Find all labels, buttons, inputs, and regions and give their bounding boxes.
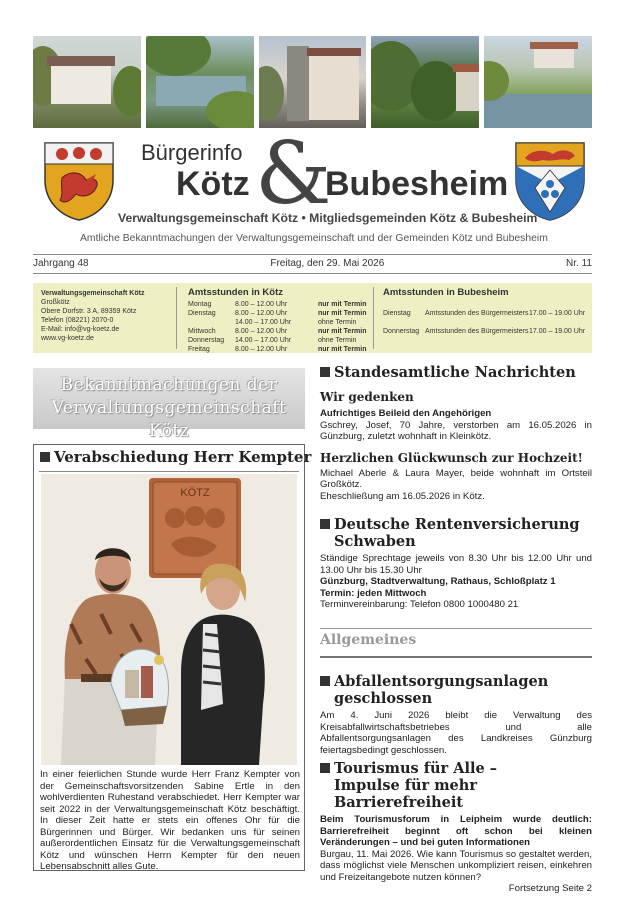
tourismus-heading-text: Tourismus für Alle – — [334, 760, 498, 777]
contact-line: Obere Dorfstr. 3 A, 89359 Kötz — [41, 308, 137, 315]
band-divider — [176, 287, 177, 349]
section-abfall — [320, 673, 592, 756]
photo-castle — [33, 36, 141, 128]
rente-heading-text: Deutsche Rentenversicherung — [334, 516, 580, 533]
rente-text: Ständige Sprechtage jeweils von 8.30 Uhr bis 12.00 Uhr und 13.00 Uhr bis 15.30 Uhr — [320, 553, 592, 576]
square-bullet-icon — [40, 452, 50, 462]
hours-koetz — [188, 288, 388, 354]
hours-time: 8.00 – 12.00 Uhr — [235, 328, 288, 335]
issue-volume: Jahrgang 48 — [33, 258, 89, 269]
hours-row — [188, 327, 388, 336]
hours-koetz-heading: Amtsstunden in Kötz — [188, 287, 283, 298]
banner-line: Verwaltungsgemeinschaft Kötz — [51, 398, 287, 441]
continued-link[interactable]: Fortsetzung Seite 2 — [508, 883, 592, 894]
section-rente — [320, 516, 592, 611]
issue-info — [33, 258, 592, 269]
koetz-coat-of-arms-icon — [42, 140, 116, 222]
header-photo-strip — [33, 36, 592, 128]
contact-line: E-Mail: info@vg-koetz.de — [41, 326, 120, 333]
issue-number: Nr. 11 — [566, 258, 592, 269]
hours-row — [188, 318, 388, 327]
hours-note: ohne Termin — [318, 319, 357, 326]
hours-time: 17.00 – 19.00 Uhr — [529, 328, 586, 335]
farewell-photo-illustration — [41, 474, 297, 765]
abfall-heading-line2: geschlossen — [334, 690, 433, 707]
hours-time: 14.00 – 17.00 Uhr — [235, 337, 292, 344]
square-bullet-icon — [320, 519, 330, 529]
hours-day: Freitag — [188, 346, 210, 353]
bubesheim-coat-of-arms-icon — [513, 140, 587, 222]
standesamt-sub2-text: Eheschließung am 16.05.2026 in Kötz. — [320, 490, 485, 502]
photo-pond — [146, 36, 254, 128]
hours-day: Donnerstag — [383, 328, 420, 335]
hours-row — [188, 309, 388, 318]
hours-row — [383, 309, 593, 318]
photo-chapel — [371, 36, 479, 128]
hours-what: Amtsstunden des Bürgermeisters — [425, 328, 529, 335]
hours-row — [188, 336, 388, 345]
photo-town-hall — [259, 36, 367, 128]
masthead-tagline: Amtliche Bekanntmachungen der Verwaltungsgemeinschaft und der Gemeinden Kötz und Bubesheim — [80, 233, 548, 244]
hours-note: nur mit Termin — [318, 301, 367, 308]
article-verabschiedung — [33, 444, 312, 872]
issue-rule-bottom — [33, 273, 592, 274]
square-bullet-icon — [320, 676, 330, 686]
hours-time: 8.00 – 12.00 Uhr — [235, 310, 288, 317]
contact-name: Verwaltungsgemeinschaft Kötz — [41, 290, 145, 297]
rente-heading — [320, 516, 592, 533]
hours-row — [383, 327, 593, 336]
rente-appointment: Termin: jeden Mittwoch — [320, 587, 427, 599]
office-hours-band — [33, 283, 592, 353]
standesamt-sub1: Wir gedenken — [320, 390, 414, 404]
masthead-subtitle: Verwaltungsgemeinschaft Kötz • Mitgliedsgemeinden Kötz & Bubesheim — [118, 211, 538, 225]
hours-row — [188, 300, 388, 309]
section-banner-verwaltung — [33, 368, 305, 441]
tourismus-heading — [320, 760, 592, 777]
masthead-ampersand: & — [255, 124, 332, 224]
section-heading-allgemeines: Allgemeines — [320, 632, 417, 648]
rente-phone: Terminvereinbarung: Telefon 0800 1000480 21 — [320, 599, 519, 610]
masthead-small-title: Bürgerinfo — [141, 140, 243, 165]
hours-day: Montag — [188, 301, 212, 308]
standesamt-sub2: Herzlichen Glückwunsch zur Hochzeit! — [320, 450, 583, 465]
hours-bubesheim-heading: Amtsstunden in Bubesheim — [383, 287, 509, 298]
hours-what: Amtsstunden des Bürgermeisters — [425, 310, 529, 317]
abfall-text: Am 4. Juni 2026 bleibt die Verwaltung des Kreisabfallwirtschaftsbetriebes und alle Abfallentsorgungsanlagen des Landkreises Günzburg feiertagsbedingt geschlossen. — [320, 710, 592, 756]
hours-row — [188, 345, 388, 354]
abfall-heading-text: Abfallentsorgungsanlagen — [334, 673, 549, 690]
hours-bubesheim — [383, 288, 593, 336]
tourismus-heading-line2: Impulse für mehr Barrierefreiheit — [334, 777, 477, 811]
band-divider — [373, 287, 374, 349]
square-bullet-icon — [320, 763, 330, 773]
rente-heading-line2: Schwaben — [334, 533, 416, 550]
section-rule — [320, 628, 592, 629]
contact-line: Telefon (08221) 2070-0 — [41, 317, 114, 324]
hours-note: nur mit Termin — [318, 328, 367, 335]
rente-address: Günzburg, Stadtverwaltung, Rathaus, Schloßplatz 1 — [320, 576, 556, 587]
contact-block — [41, 289, 169, 343]
masthead-title-bubesheim: Bubesheim — [325, 165, 509, 203]
issue-rule-top — [33, 254, 592, 255]
section-rule — [320, 656, 592, 658]
hours-time: 8.00 – 12.00 Uhr — [235, 346, 288, 353]
hours-note: ohne Termin — [318, 337, 357, 344]
article-title-text: Verabschiedung Herr Kempter — [54, 448, 312, 466]
tourismus-lead: Beim Tourismusforum in Leipheim wurde deutlich: Barrierefreiheit beginnt oft schon bei kleinen Veränderungen – und bei guten Informationen — [320, 814, 592, 848]
hours-note: nur mit Termin — [318, 310, 367, 317]
tourismus-text: Burgau, 11. Mai 2026. Wie kann Tourismus so gestaltet werden, dass möglichst viele Menschen unkompliziert reisen, einkehren und Freizeitangebote nutzen können? — [320, 848, 592, 883]
hours-time: 14.00 – 17.00 Uhr — [235, 319, 292, 326]
section-standesamt — [320, 364, 592, 502]
square-bullet-icon — [320, 367, 330, 377]
contact-line: www.vg-koetz.de — [41, 335, 94, 342]
hours-day: Dienstag — [188, 310, 216, 317]
article-photo — [41, 474, 297, 765]
hours-day — [188, 318, 235, 327]
article-rule — [39, 471, 299, 472]
photo-stream — [484, 36, 592, 128]
banner-line: Bekanntmachungen der — [60, 375, 278, 395]
section-tourismus — [320, 760, 592, 895]
sign-text: KÖTZ — [180, 487, 210, 499]
article-body: In einer feierlichen Stunde wurde Herr Franz Kempter von der Gemeinschaftsvorsitzenden Sabine Ertle in den wohlverdienten Ruhestand verabschiedet. Herr Kempter war seit 2022 in der Verwaltungsgemeinschaft Kötz beschäftigt. In dieser Zeit hatte er stets ein offenes Ohr für die Bürgerinnen und Bürger. Wir bedanken uns für seinen außerordentlichen Einsatz für die Verwaltungsgemeinschaft Kötz und wünschen Herrn Kempter für den neuen Lebensabschnitt alles Gute. — [40, 769, 300, 872]
standesamt-heading-text: Standesamtliche Nachrichten — [334, 364, 576, 381]
standesamt-sub1-text: Gschrey, Josef, 70 Jahre, verstorben am 16.05.2026 in Günzburg, zuletzt wohnhaft in Kleinkötz. — [320, 419, 592, 442]
standesamt-sub2-text: Michael Aberle & Laura Mayer, beide wohnhaft im Ortsteil Großkötz. — [320, 467, 592, 490]
hours-day: Mittwoch — [188, 328, 216, 335]
issue-date: Freitag, den 29. Mai 2026 — [270, 258, 385, 269]
contact-line: Großkötz — [41, 299, 70, 306]
hours-day: Dienstag — [383, 310, 411, 317]
standesamt-heading — [320, 364, 592, 381]
hours-time: 8.00 – 12.00 Uhr — [235, 301, 288, 308]
abfall-heading — [320, 673, 592, 690]
hours-day: Donnerstag — [188, 337, 225, 344]
hours-time: 17.00 – 19.00 Uhr — [529, 310, 586, 317]
standesamt-sub1-bold: Aufrichtiges Beileid den Angehörigen — [320, 408, 492, 419]
article-title — [40, 448, 311, 466]
masthead-title-koetz: Kötz — [176, 165, 250, 203]
hours-note: nur mit Termin — [318, 346, 367, 353]
